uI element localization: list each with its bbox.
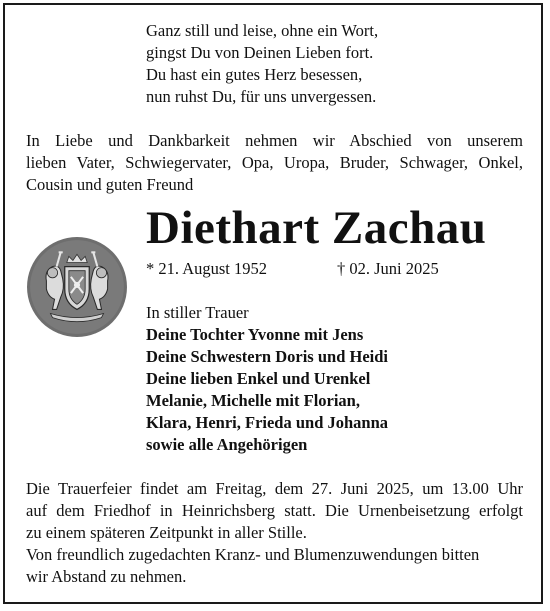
- poem-line: Ganz still und leise, ohne ein Wort,: [146, 21, 379, 40]
- mourner-line: Deine Schwestern Doris und Heidi: [146, 347, 389, 366]
- funeral-notice: [26, 478, 523, 588]
- poem-line: gingst Du von Deinen Lieben fort.: [146, 43, 374, 62]
- deceased-name: Diethart Zachau: [146, 202, 487, 254]
- mourner-line: Melanie, Michelle mit Florian,: [146, 391, 360, 410]
- poem-line: Du hast ein gutes Herz besessen,: [146, 65, 363, 84]
- mourners-block: [146, 302, 388, 456]
- mourner-line: Deine Tochter Yvonne mit Jens: [146, 325, 364, 344]
- intro-line: Cousin und guten Freund: [26, 175, 194, 194]
- death-date: † 02. Juni 2025: [337, 259, 439, 278]
- intro-text: [26, 130, 523, 196]
- mourner-line: Deine lieben Enkel und Urenkel: [146, 369, 371, 388]
- notice-line: wir Abstand zu nehmen.: [26, 567, 187, 586]
- poem-line: nun ruhst Du, für uns unvergessen.: [146, 87, 377, 106]
- birth-date: * 21. August 1952: [146, 259, 268, 278]
- lion-coat-of-arms-icon: [26, 236, 128, 338]
- intro-line: In Liebe und Dankbarkeit nehmen wir Abschied von unserem: [26, 131, 523, 150]
- intro-line: lieben Vater, Schwiegervater, Opa, Uropa, Bruder, Schwager, Onkel,: [26, 153, 523, 172]
- mourner-line: sowie alle Angehörigen: [146, 435, 308, 454]
- mourner-line: Klara, Henri, Frieda und Johanna: [146, 413, 389, 432]
- notice-line: Die Trauerfeier findet am Freitag, dem 27. Juni 2025, um 13.00 Uhr: [26, 479, 523, 498]
- memorial-poem: [146, 20, 378, 108]
- notice-line: zu einem späteren Zeitpunkt in aller Stille.: [26, 523, 307, 542]
- notice-line: auf dem Friedhof in Heinrichsberg statt. Die Urnenbeisetzung erfolgt: [26, 501, 523, 520]
- mourners-heading: In stiller Trauer: [146, 303, 249, 322]
- notice-line: Von freundlich zugedachten Kranz- und Blumenzuwendungen bitten: [26, 545, 480, 564]
